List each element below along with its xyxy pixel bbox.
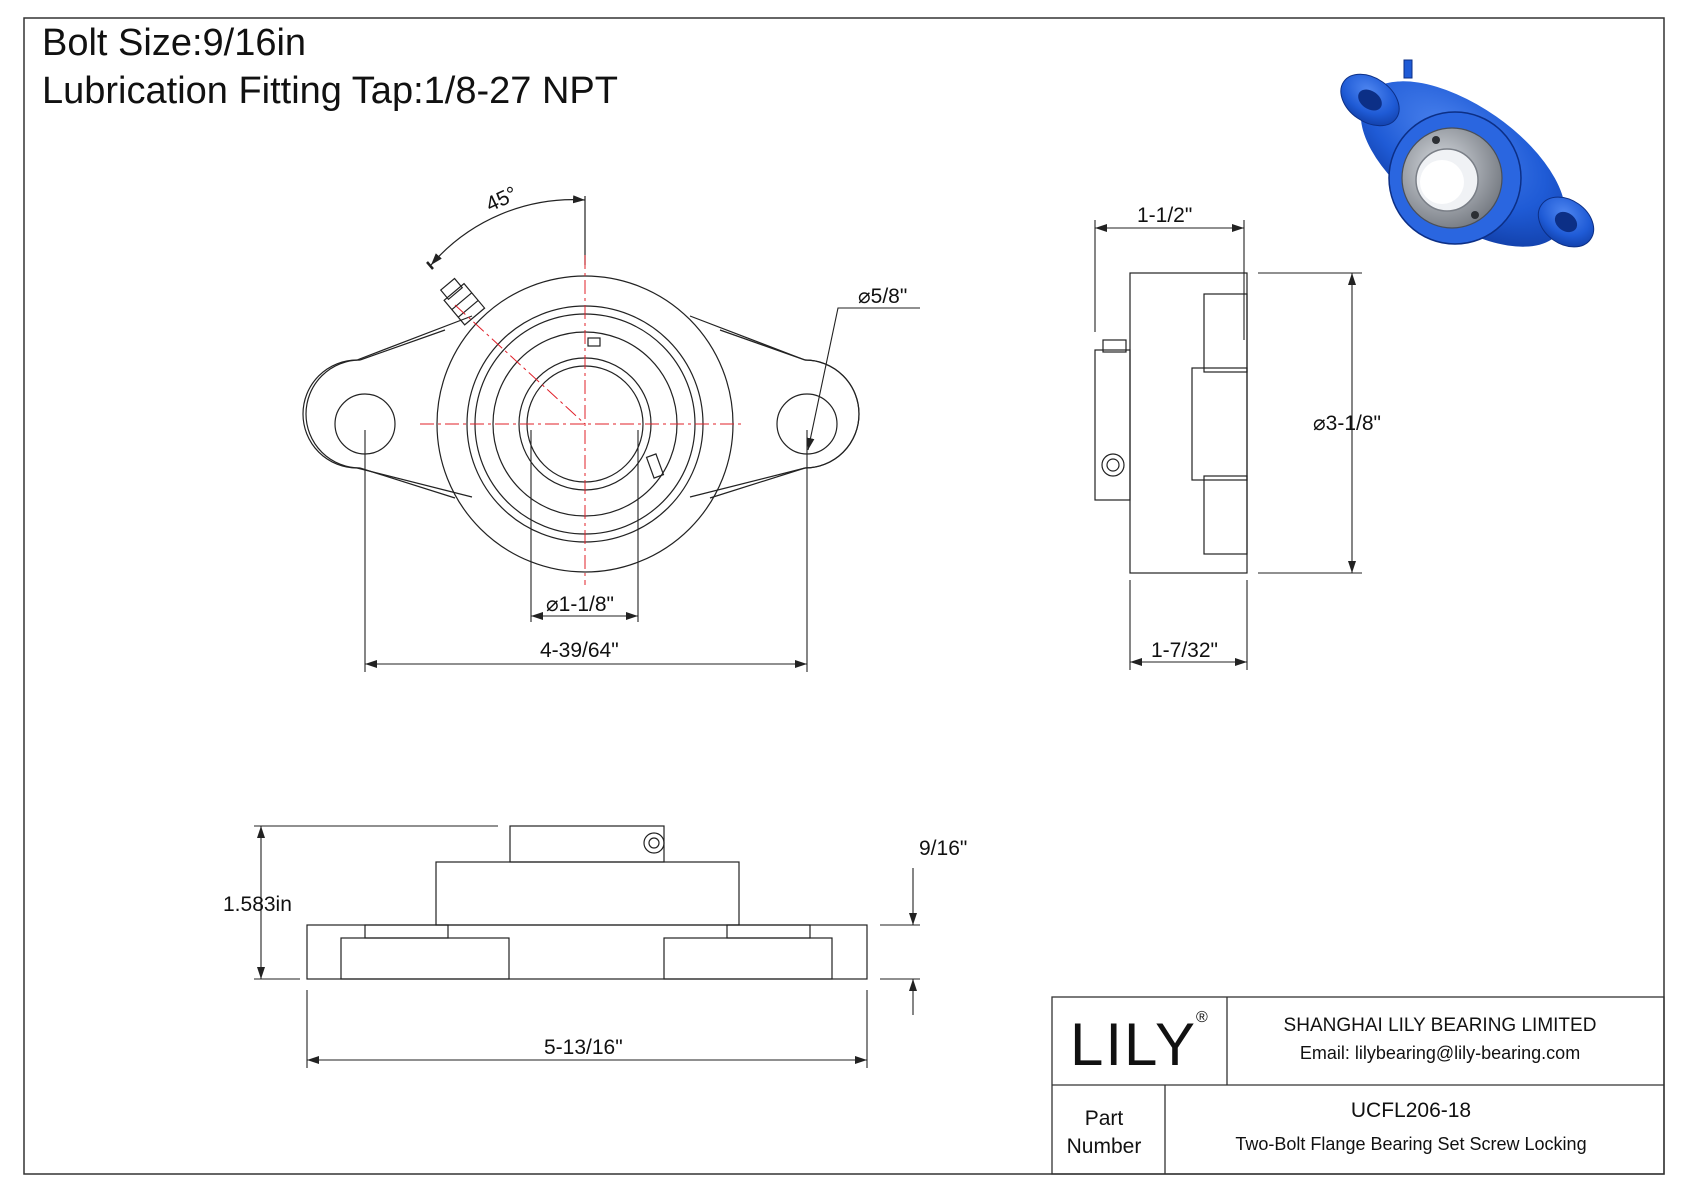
grease-fitting	[438, 276, 485, 325]
flange-thickness-label: 9/16"	[919, 837, 968, 860]
bolt-spacing-label: 4-39/64"	[540, 639, 619, 662]
angle-label: 45°	[482, 182, 521, 217]
side-housing	[1130, 273, 1247, 573]
flange-lobes	[306, 360, 859, 468]
front-view	[303, 196, 859, 572]
height-label: 1.583in	[223, 893, 292, 916]
part-description: Two-Bolt Flange Bearing Set Screw Locking	[1235, 1134, 1587, 1154]
front-centerlines	[420, 255, 745, 585]
overall-length-label: 5-13/16"	[544, 1036, 623, 1059]
top-insert	[510, 826, 664, 862]
bearing-iso-image	[1331, 49, 1603, 279]
part-label-line-2: Number	[1066, 1135, 1142, 1158]
side-insert-collar	[1095, 350, 1130, 500]
flange-outline	[303, 316, 859, 497]
top-housing	[436, 862, 739, 925]
bolt-size-label: Bolt Size:9/16in	[42, 22, 307, 64]
side-view	[1095, 273, 1247, 573]
logo: LILY	[1070, 1011, 1197, 1078]
side-outer-dia-label: ⌀3-1/8"	[1313, 412, 1381, 435]
company-email: Email: lilybearing@lily-bearing.com	[1299, 1043, 1581, 1063]
front-dims	[365, 308, 920, 672]
company-name: SHANGHAI LILY BEARING LIMITED	[1283, 1015, 1597, 1036]
side-width-top-label: 1-1/2"	[1137, 204, 1193, 227]
top-view	[307, 826, 867, 979]
side-dims	[1095, 220, 1362, 670]
part-number: UCFL206-18	[1350, 1099, 1472, 1122]
lubrication-label: Lubrication Fitting Tap:1/8-27 NPT	[42, 70, 618, 112]
bolt-hole-dia-label: ⌀5/8"	[858, 285, 908, 308]
bore-dia-label: ⌀1-1/8"	[546, 593, 614, 616]
top-base	[307, 925, 867, 979]
side-width-bottom-label: 1-7/32"	[1151, 639, 1218, 662]
part-label-line-1: Part	[1084, 1107, 1124, 1130]
logo-registered-mark: ®	[1196, 1009, 1208, 1026]
angle-arc	[431, 200, 585, 265]
